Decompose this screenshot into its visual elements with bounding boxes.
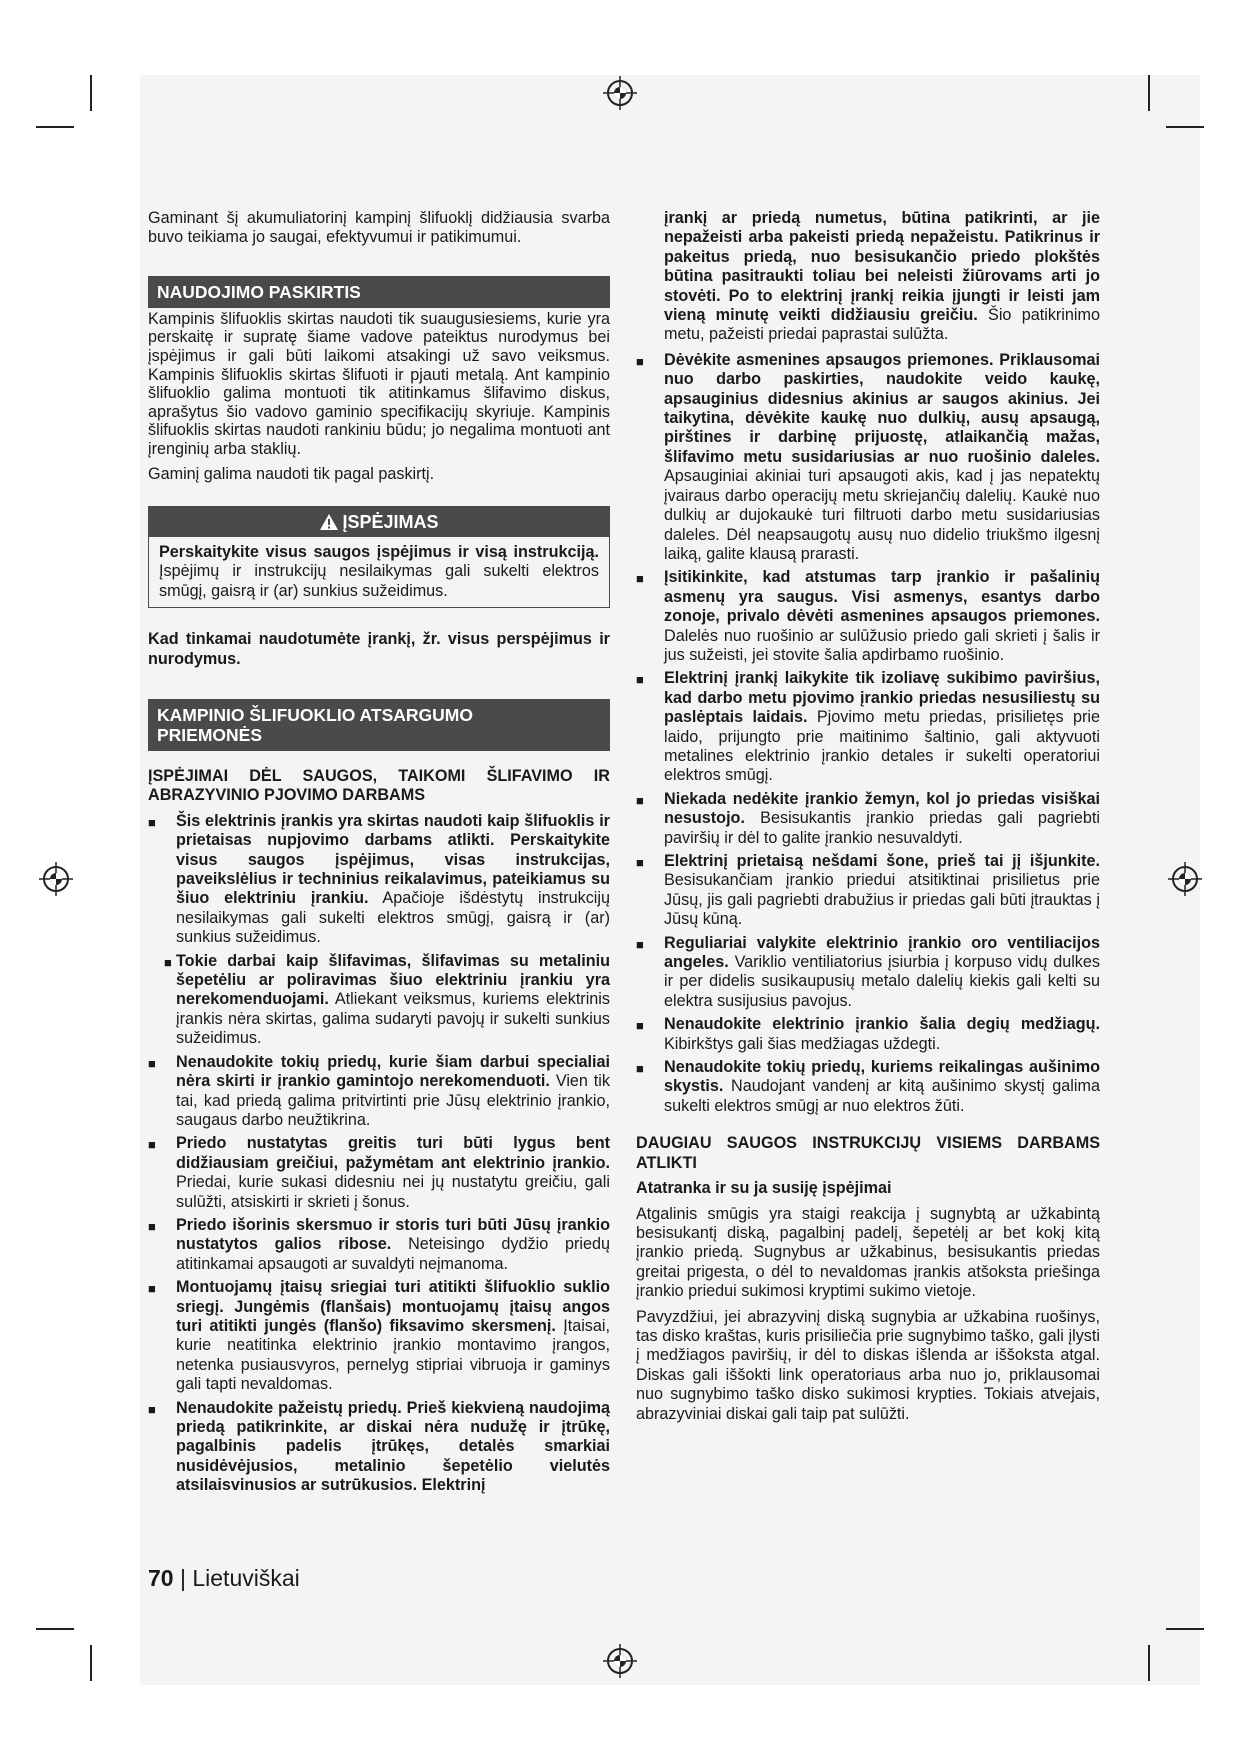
warning-title: ĮSPĖJIMAS xyxy=(342,511,439,532)
crop-mark xyxy=(90,1645,92,1681)
registration-mark-icon xyxy=(603,1644,637,1678)
list-item xyxy=(148,1216,610,1274)
square-bullet-icon: ■ xyxy=(636,353,644,369)
list-item-bold: Priedo išorinis skersmuo ir storis turi būti Jūsų įrankio nustatytos galios ribose. xyxy=(176,1215,610,1254)
list-item-bold: Nenaudokite tokių priedų, kurie šiam darbui specialiai nėra skirti ir įrankio gamintojo nerekomenduoti. xyxy=(176,1052,610,1091)
list-item-bold: Priedo nustatytas greitis turi būti lygus bent didžiausiam greičiui, pažymėtam ant elektrinio įrankio. xyxy=(176,1134,610,1172)
list-item xyxy=(636,934,1100,1012)
square-bullet-icon: ■ xyxy=(636,855,644,870)
registration-mark-icon xyxy=(39,862,73,896)
right-bullet-list xyxy=(636,351,1100,1116)
warning-body xyxy=(149,537,609,607)
warning-text: Įspėjimų ir instrukcijų nesilaikymas gali sukelti elektros smūgį, gaisrą ir (ar) sunkius sužeidimus. xyxy=(159,562,599,600)
kickback-subtitle: Atatranka ir su ja susiję įspėjimai xyxy=(636,1179,892,1198)
warning-title-bar xyxy=(149,507,609,537)
crop-mark xyxy=(1148,1645,1150,1681)
usage-paragraph-2: Gaminį galima naudoti tik pagal paskirtį. xyxy=(148,464,435,483)
list-item xyxy=(636,1058,1100,1116)
safety-subtitle: ĮSPĖJIMAI DĖL SAUGOS, TAIKOMI ŠLIFAVIMO IR ABRAZYVINIO PJOVIMO DARBAMS xyxy=(148,767,610,805)
list-item xyxy=(148,1278,610,1394)
list-item xyxy=(636,790,1100,848)
square-bullet-icon: ■ xyxy=(148,1401,156,1417)
list-item-text: Vien tik tai, kad priedą galima pritvirtinti prie Jūsų elektrinio įrankio, saugaus darbo neužtikrina. xyxy=(176,1072,610,1129)
list-item-text: Besisukančiam įrankio priedui atsitiktinai prisilietus prie Jūsų, jis gali pagriebti drabužius ir priedas gali būti įtrauktas į Jūsų kūną. xyxy=(664,871,1100,929)
square-bullet-icon: ■ xyxy=(148,1218,156,1234)
square-bullet-icon: ■ xyxy=(636,672,644,688)
list-item xyxy=(636,568,1100,665)
list-item-text: Besisukantis įrankio priedas gali pagriebti paviršių ir dėl to galite įrankio nesuvaldyti. xyxy=(664,809,1100,847)
continued-bold: įrankį ar priedą numetus, būtina patikrinti, ar jie nepažeisti arba pakeisti priedą nepažeistu. Patikrinus ir pakeitus priedą, nuo besisukančio priedo plokštės būtina pasitraukti toliau bei neleisti žiūrovams arti jo stovėti. Po to elektrinį įrankį reikia įjungti ir leisti jam vieną minutę veikti didžiausiu greičiu. xyxy=(664,209,1100,325)
warning-triangle-icon xyxy=(319,513,339,531)
square-bullet-icon: ■ xyxy=(636,1061,644,1077)
list-item-text: Naudojant vandenį ar kitą aušinimo skystį galima sukelti elektros smūgį ar nuo elektros žūti. xyxy=(664,1077,1100,1115)
list-item-bold: Nenaudokite tokių priedų, kuriems reikalingas aušinimo skystis. xyxy=(664,1058,1100,1096)
registration-mark-icon xyxy=(603,76,637,110)
list-item xyxy=(148,812,610,948)
list-item xyxy=(636,669,1100,785)
list-item xyxy=(148,952,610,1049)
square-bullet-icon: ■ xyxy=(164,954,172,970)
square-bullet-icon: ■ xyxy=(636,936,644,952)
usage-heading: NAUDOJIMO PASKIRTIS xyxy=(148,276,610,308)
list-item xyxy=(636,1015,1100,1054)
square-bullet-icon: ■ xyxy=(636,792,644,808)
list-item xyxy=(636,351,1100,564)
warning-bold-text: Perskaitykite visus saugos įspėjimus ir visą instrukciją. xyxy=(159,542,599,561)
list-item-bold: Nenaudokite pažeistų priedų. Prieš kiekvieną naudojimą priedą patikrinkite, ar diskai nėra nudužę ir įtrūkę, pagalbinis padelis įtrūkęs, detalės smarkiai nusidėvėjusios, metalinio šepetėlio vielutės atsilaisvinusios ar sutrūkusios. Elektrinį xyxy=(176,1398,610,1495)
square-bullet-icon: ■ xyxy=(148,1055,156,1071)
list-item xyxy=(148,1134,610,1212)
kickback-paragraph-2: Pavyzdžiui, jei abrazyvinį diską sugnybia ar užkabina ruošinys, tas disko kraštas, kuris prisiliečia prie sugnybimo taško, gali įlysti į medžiagos paviršių, ir dėl to diskas išlenda ar iššoksta atgal. Diskas gali iššokti link operatoriaus arba nuo jo, priklausomai nuo sugnybimo taško disko sukimosi krypties. Tokiais atvejais, abrazyviniai diskai gali taip pat sulūžti. xyxy=(636,1307,1100,1423)
list-item-text: Neteisingo dydžio priedų atitinkamai apsaugoti ar suvaldyti neįmanoma. xyxy=(176,1235,610,1273)
list-item-bold: Nenaudokite elektrinio įrankio šalia degių medžiagų. xyxy=(664,1015,1100,1034)
list-item-bold: Elektrinį įrankį laikykite tik izoliavę sukibimo paviršius, kad darbo metu pjovimo įrankio priedas nesusiliestų su paslėptais laidais. xyxy=(664,669,1100,727)
list-item-text: Atliekant veiksmus, kuriems elektrinis įrankis nėra skirtas, galima sudaryti pavojų ir sukelti sunkius sužeidimus. xyxy=(176,990,610,1048)
intro-paragraph: Gaminant šį akumuliatorinį kampinį šlifuoklį didžiausia svarba buvo teikiama jo saugai, efektyvumui ir patikimumui. xyxy=(148,209,610,247)
list-item-text: Įtaisai, kurie neatitinka elektrinio įrankio montavimo įrangos, netenka pusiausvyros, pernelyg stipriai vibruoja ir gaminys gali tapti nevaldomas. xyxy=(176,1316,610,1394)
kickback-paragraph-1: Atgalinis smūgis yra staigi reakcija į sugnybtą ar užkabintą besisukantį diską, pagalbinį padelį, šepetėlį ar bet kokį kitą įrankio priedą. Sugnybus ar užkabinus, besisukantis priedas greitai prigesta, o dėl to nevaldomas įrankis atšoksta priešinga įrankio priedui sukimosi kryptimi sukimo vietoje. xyxy=(636,1204,1100,1301)
list-item-text: Pjovimo metu priedas, prisilietęs prie laido, prijungto prie maitinimo šaltinio, gali aktyvuoti metalines elektrinio įrankio detales ir sukelti operatoriui elektros smūgį. xyxy=(664,708,1100,785)
list-item-text: Apačioje išdėstytų instrukcijų nesilaikymas gali sukelti elektros smūgį, gaisrą ir (ar) sunkius sužeidimus. xyxy=(176,889,610,947)
list-item-text: Dalelės nuo ruošinio ar sulūžusio priedo gali skrieti į šalis ir jus sužeisti, jei stovite šalia apdirbamo ruošinio. xyxy=(664,626,1100,664)
usage-paragraph: Kampinis šlifuoklis skirtas naudoti tik suaugusiesiems, kurie yra perskaitę ir supratę šiame vadove pateiktus nurodymus bei įspėjimus ir gali būti laikomi atsakingi už savo veiksmus. Kampinis šlifuoklis skirtas šlifuoti ir pjauti metalą. Ant kampinio šlifuoklio galima montuoti tik atitinkamus šlifavimo diskus, aprašytus šio vadovo gaminio specifikacijų skyriuje. Kampinis šlifuoklis skirtas naudoti rankiniu būdu; jo negalima montuoti ant įrenginių arba staklių. xyxy=(148,309,610,458)
registration-mark-icon xyxy=(1168,862,1202,896)
more-safety-heading: DAUGIAU SAUGOS INSTRUKCIJŲ VISIEMS DARBAMS ATLIKTI xyxy=(636,1134,1100,1172)
list-item-text: Kibirkštys gali šias medžiagas uždegti. xyxy=(664,1034,941,1053)
continued-paragraph xyxy=(636,209,1100,345)
list-item xyxy=(148,1399,610,1496)
square-bullet-icon: ■ xyxy=(636,571,644,587)
crop-mark xyxy=(1166,1628,1204,1630)
list-item-bold: Tokie darbai kaip šlifavimas, šlifavimas su metaliniu šepetėliu ar poliravimas šiuo elektriniu įrankiu yra nerekomenduojami. xyxy=(176,951,610,1009)
crop-mark xyxy=(36,126,74,128)
continued-text: Šio patikrinimo metu, pažeisti priedai paprastai sulūžta. xyxy=(664,306,1100,344)
crop-mark xyxy=(36,1628,74,1630)
list-item-bold: Niekada nedėkite įrankio žemyn, kol jo priedas visiškai nesustojo. xyxy=(664,789,1100,828)
list-item-bold: Dėvėkite asmenines apsaugos priemones. Priklausomai nuo darbo paskirties, naudokite veido kaukę, apsauginius didesnius akinius ar saugos akinius. Jei taikytina, dėvėkite kaukę nuo dulkių, ausų apsaugą, pirštines ir darbinę prijuostę, atlaikančią mažas, šlifavimo metu susidariusias ar nuo ruošinio daleles. xyxy=(664,350,1100,466)
list-item-bold: Elektrinį prietaisą nešdami šone, prieš tai jį išjunkite. xyxy=(664,852,1100,870)
list-item-bold: Reguliariai valykite elektrinio įrankio oro ventiliacijos angeles. xyxy=(664,933,1100,972)
square-bullet-icon: ■ xyxy=(148,814,156,830)
footer-language: Lietuviškai xyxy=(192,1565,300,1591)
crop-mark xyxy=(1166,126,1204,128)
right-column xyxy=(636,209,1100,1430)
warning-box xyxy=(148,506,610,608)
square-bullet-icon: ■ xyxy=(636,1018,644,1034)
crop-mark xyxy=(90,75,92,111)
list-item-text: Priedai, kurie sukasi didesniu nei jų nustatytu greičiu, gali sulūžti, atsiskirti ir skrieti į šonus. xyxy=(176,1173,610,1211)
list-item-text: Variklio ventiliatorius įsiurbia į korpuso vidų dulkes ir per didelis susikaupusių metalo dalelių kiekis gali kelti su elektra susijusius pavojus. xyxy=(664,953,1100,1010)
square-bullet-icon: ■ xyxy=(148,1137,156,1153)
crop-mark xyxy=(1148,75,1150,111)
list-item-text: Apsauginiai akiniai turi apsaugoti akis, kad į jas nepatektų įvairaus darbo operacijų metu skriejančių dalelių. Kaukė nuo dulkių ar dujokaukė turi filtruoti darbo metu susidariusias daleles. Dėl neapsaugotų ausų nuo didelio triukšmo ilgesnį laiką, galite klausą prarasti. xyxy=(664,467,1100,563)
left-bullet-list xyxy=(148,812,610,1496)
footer-separator: | xyxy=(173,1565,193,1591)
list-item-bold: Montuojamų įtaisų sriegiai turi atitikti šlifuoklio suklio sriegį. Jungėmis (flanšais) montuojamų įtaisų angos turi atitikti jungės (flanšo) fiksavimo skersmenį. xyxy=(176,1278,610,1335)
page-footer xyxy=(148,1565,300,1592)
list-item xyxy=(636,852,1100,930)
list-item-bold: Šis elektrinis įrankis yra skirtas naudoti kaip šlifuoklis ir prietaisas nupjovimo darbams atlikti. Perskaitykite visus saugos įspėjimus, visas instrukcijas, paveikslėlius ir techninius reikalavimus, pateikiamus su šiuo elektriniu įrankiu. xyxy=(176,811,610,908)
square-bullet-icon: ■ xyxy=(148,1281,156,1297)
page-number: 70 xyxy=(148,1565,174,1591)
safety-heading: KAMPINIO ŠLIFUOKLIO ATSARGUMO PRIEMONĖS xyxy=(148,699,610,751)
list-item-bold: Įsitikinkite, kad atstumas tarp įrankio ir pašalinių asmenų yra saugus. Visi asmenys, esantys darbo zonoje, privalo dėvėti asmenines apsaugos priemones. xyxy=(664,568,1100,626)
list-item xyxy=(148,1053,610,1131)
read-note: Kad tinkamai naudotumėte įrankį, žr. visus perspėjimus ir nurodymus. xyxy=(148,630,610,668)
left-column xyxy=(148,209,610,1500)
